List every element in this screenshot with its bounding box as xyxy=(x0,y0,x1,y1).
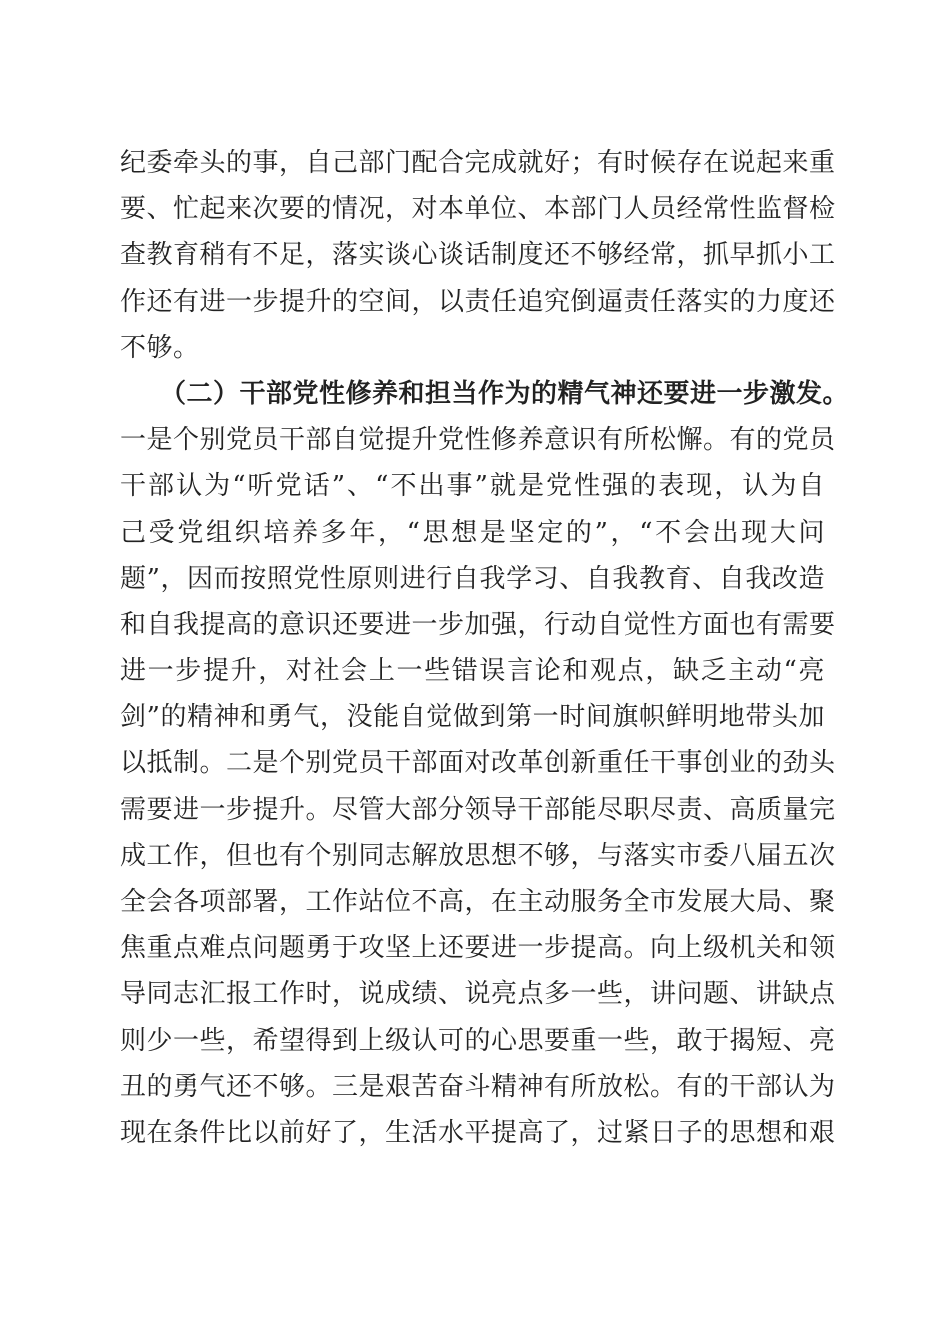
text-line: 己受党组织培养多年，“思想是坚定的”，“不会出现大问 xyxy=(120,517,825,548)
text-line: 现在条件比以前好了，生活水平提高了，过紧日子的思想和艰 xyxy=(120,1117,836,1148)
section-heading: （二）干部党性修养和担当作为的精气神还要进一步激发。 xyxy=(160,378,850,409)
text-line: 要、忙起来次要的情况，对本单位、本部门人员经常性监督检 xyxy=(120,194,836,225)
text-line: 一是个别党员干部自觉提升党性修养意识有所松懈。有的党员 xyxy=(120,425,836,456)
text-line: 成工作，但也有个别同志解放思想不够，与落实市委八届五次 xyxy=(120,840,836,871)
text-line: 和自我提高的意识还要进一步加强，行动自觉性方面也有需要 xyxy=(120,609,836,640)
text-line: 以抵制。二是个别党员干部面对改革创新重任干事创业的劲头 xyxy=(120,748,836,779)
text-line: 查教育稍有不足，落实谈心谈话制度还不够经常，抓早抓小工 xyxy=(120,240,836,271)
text-line: 干部认为“听党话”、“不出事”就是党性强的表现，认为自 xyxy=(120,471,825,502)
text-line: 剑”的精神和勇气，没能自觉做到第一时间旗帜鲜明地带头加 xyxy=(120,702,825,733)
text-line: 不够。 xyxy=(120,332,200,363)
text-line: 需要进一步提升。尽管大部分领导干部能尽职尽责、高质量完 xyxy=(120,794,836,825)
text-line: 全会各项部署，工作站位不高，在主动服务全市发展大局、聚 xyxy=(120,887,836,917)
text-line: 题”，因而按照党性原则进行自我学习、自我教育、自我改造 xyxy=(120,563,825,594)
text-line: 进一步提升，对社会上一些错误言论和观点，缺乏主动“亮 xyxy=(120,656,825,687)
text-line: 焦重点难点问题勇于攻坚上还要进一步提高。向上级机关和领 xyxy=(120,933,836,964)
text-line: 丑的勇气还不够。三是艰苦奋斗精神有所放松。有的干部认为 xyxy=(120,1071,836,1102)
text-line: 导同志汇报工作时，说成绩、说亮点多一些，讲问题、讲缺点 xyxy=(120,979,836,1010)
body-text xyxy=(120,140,850,1156)
text-line: 纪委牵头的事，自己部门配合完成就好；有时候存在说起来重 xyxy=(120,148,836,178)
text-line: 则少一些，希望得到上级认可的心思要重一些，敢于揭短、亮 xyxy=(120,1025,836,1056)
text-line: 作还有进一步提升的空间，以责任追究倒逼责任落实的力度还 xyxy=(120,286,836,317)
